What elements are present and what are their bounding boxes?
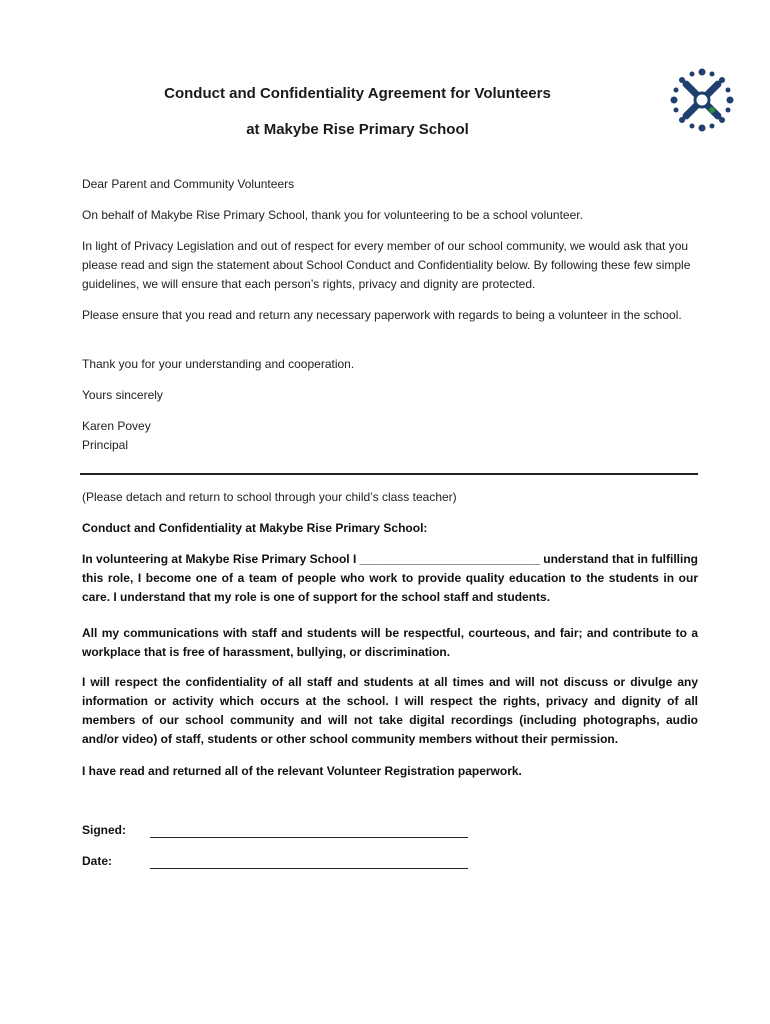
document-subtitle: at Makybe Rise Primary School <box>246 121 469 138</box>
signer-name: Karen Povey <box>82 419 151 433</box>
statement-2: All my communications with staff and students will be respectful, courteous, and fair; and contribute to a workplace that is free of harassment, bullying, or discrimination. <box>82 626 698 659</box>
closing: Yours sincerely <box>82 388 163 402</box>
letter-paragraph-3: Please ensure that you read and return any necessary paperwork with regards to being a volunteer in the school. <box>82 308 682 322</box>
date-label: Date: <box>82 854 113 868</box>
detach-note: (Please detach and return to school through your child’s class teacher) <box>82 490 457 504</box>
signature-field[interactable] <box>150 836 468 838</box>
signed-label: Signed: <box>82 823 126 837</box>
statement-3: I will respect the confidentiality of all staff and students at all times and will not discuss or divulge any information or activity which occurs at the school. I will respect the rights, privacy and dignity of all members of our school community and will not take digital recordings (including photographs, audio and/or video) of staff, students or other school community members without their permission. <box>82 675 698 746</box>
school-logo-icon <box>668 68 736 132</box>
letter-paragraph-1: On behalf of Makybe Rise Primary School, thank you for volunteering to be a school volunteer. <box>82 208 583 222</box>
form-heading: Conduct and Confidentiality at Makybe Rise Primary School: <box>82 521 428 535</box>
detach-divider <box>80 473 698 475</box>
statement-1: In volunteering at Makybe Rise Primary School I ___________________________ understand that in fulfilling this role, I become one of a team of people who work to provide quality education to the students in our care. I understand that my role is one of support for the school staff and students. <box>82 552 698 604</box>
letter-paragraph-2: In light of Privacy Legislation and out of respect for every member of our school community, we would ask that you please read and sign the statement about School Conduct and Confidentiality below. By following these few simple guidelines, we will ensure that each person’s rights, privacy and dignity are protected. <box>82 239 691 291</box>
statement-4: I have read and returned all of the relevant Volunteer Registration paperwork. <box>82 764 522 778</box>
signer-title: Principal <box>82 438 129 452</box>
letter-paragraph-4: Thank you for your understanding and cooperation. <box>82 357 355 371</box>
document-title: Conduct and Confidentiality Agreement for Volunteers <box>164 85 551 102</box>
salutation: Dear Parent and Community Volunteers <box>82 177 295 191</box>
date-field[interactable] <box>150 867 468 869</box>
